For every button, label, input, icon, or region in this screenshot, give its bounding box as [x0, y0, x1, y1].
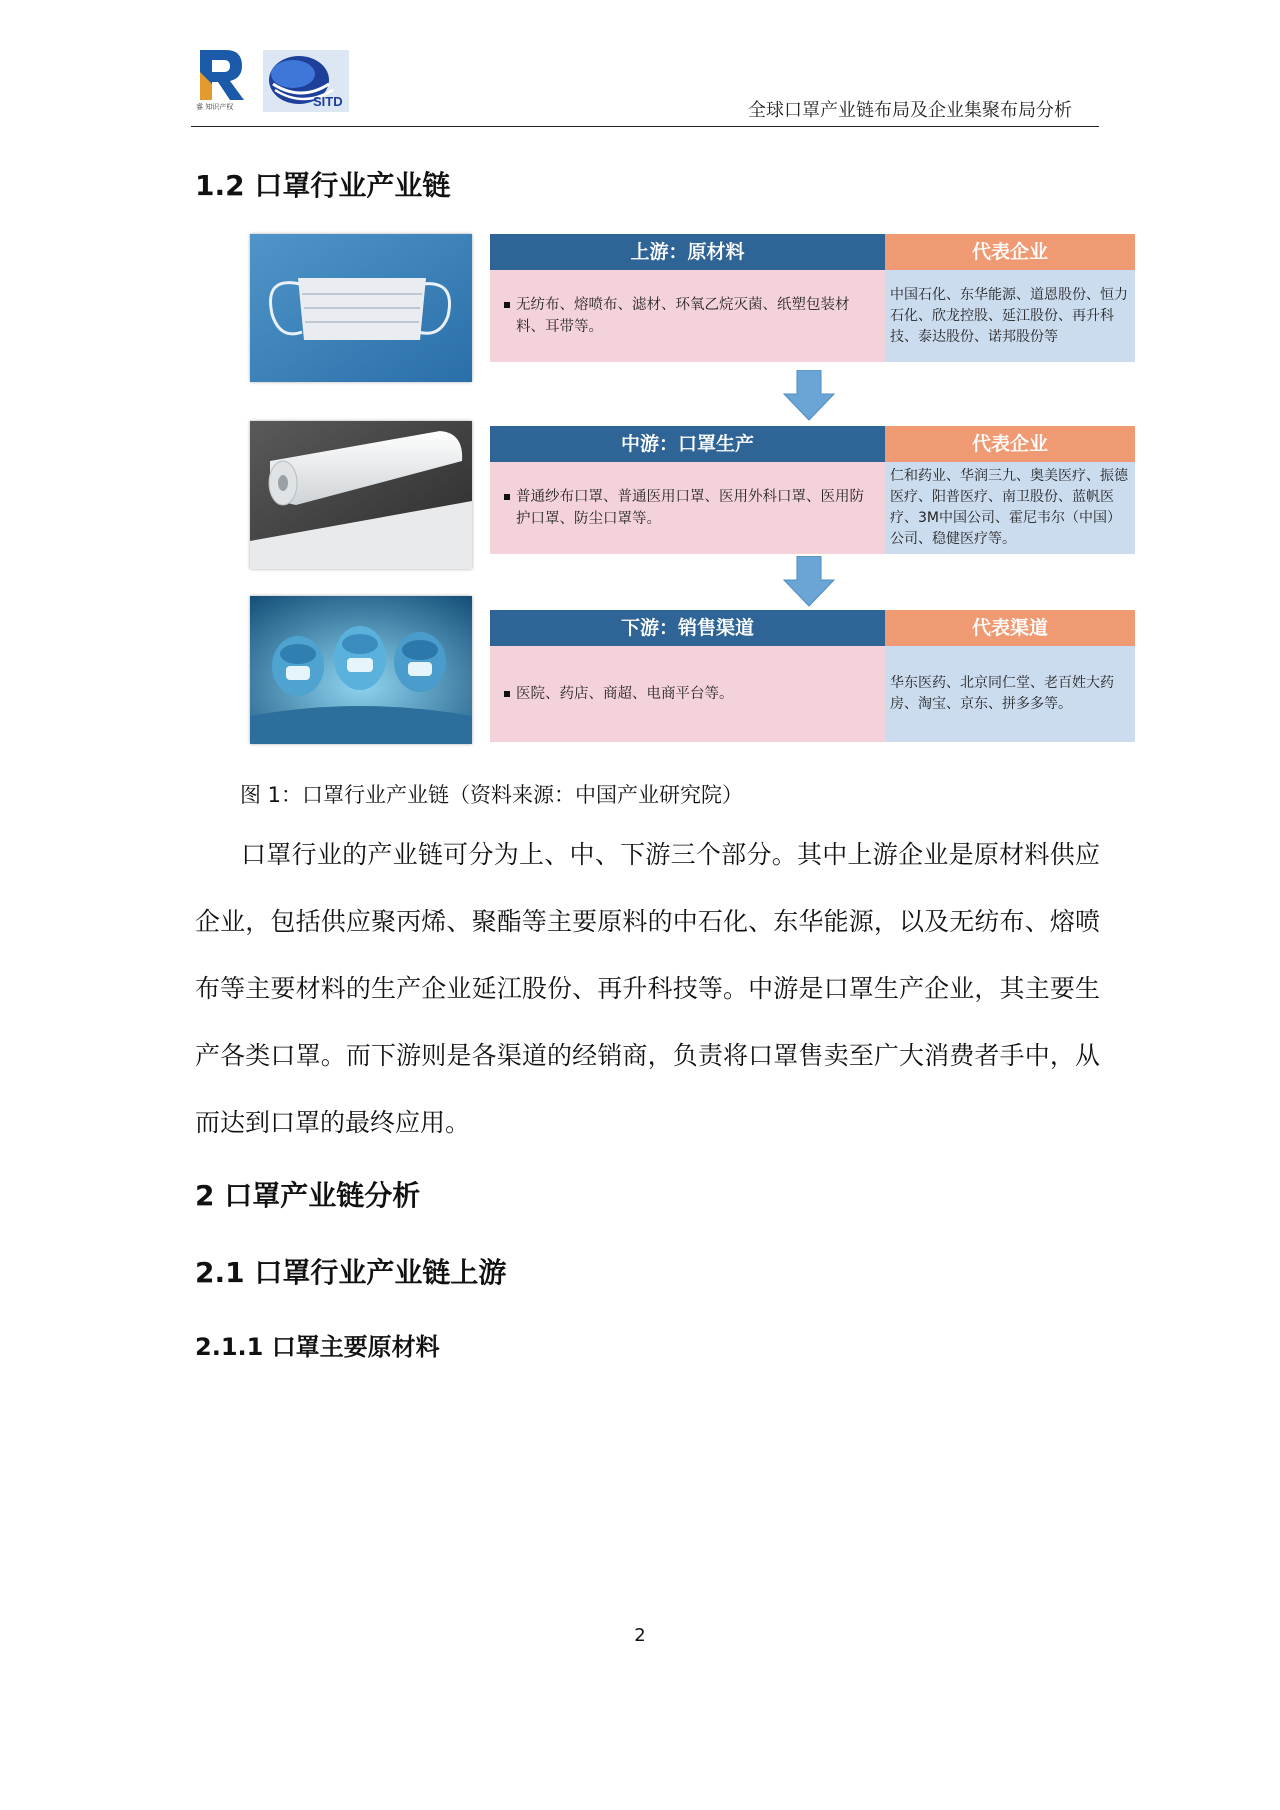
stage-content-text: 普通纱布口罩、普通医用口罩、医用外科口罩、医用防护口罩、防尘口罩等。	[504, 486, 871, 530]
stage-content-text: 无纺布、熔喷布、滤材、环氧乙烷灭菌、纸塑包装材料、耳带等。	[504, 294, 871, 338]
stage-companies-midstream	[885, 462, 1135, 554]
sitd-logo	[263, 50, 349, 112]
rui-ip-logo	[196, 46, 246, 120]
down-arrow-icon	[782, 556, 836, 608]
stage-companies-text: 华东医药、北京同仁堂、老百姓大药房、淘宝、京东、拼多多等。	[890, 675, 1114, 712]
stage-companies-text: 仁和药业、华润三九、奥美医疗、振德医疗、阳普医疗、南卫股份、蓝帆医疗、3M中国公司、霍尼韦尔（中国）公司、稳健医疗等。	[890, 468, 1128, 547]
surgical-mask-photo	[250, 234, 472, 382]
section-heading-2: 2 口罩产业链分析	[195, 1179, 421, 1212]
company-header-midstream: 代表企业	[885, 426, 1135, 462]
paragraph-text: 口罩行业的产业链可分为上、中、下游三个部分。其中上游企业是原材料供应企业，包括供应聚丙烯、聚酯等主要原料的中石化、东华能源，以及无纺布、熔喷布等主要材料的生产企业延江股份、再升科技等。中游是口罩生产企业，其主要生产各类口罩。而下游则是各渠道的经销商，负责将口罩售卖至广大消费者手中，从而达到口罩的最终应用。	[195, 840, 1100, 1137]
page-number: 2	[634, 1625, 646, 1646]
surgeons-in-operating-room-photo	[250, 596, 472, 744]
stage-companies-text: 中国石化、东华能源、道恩股份、恒力石化、欣龙控股、延江股份、再升科技、泰达股份、诺邦股份等	[890, 286, 1128, 345]
stage-companies-upstream	[885, 270, 1135, 362]
stage-content-downstream	[490, 646, 885, 742]
stage-header-midstream: 中游：口罩生产	[490, 426, 885, 462]
section-heading-2-1-1: 2.1.1 口罩主要原材料	[195, 1333, 440, 1361]
section-heading-2-1: 2.1 口罩行业产业链上游	[195, 1256, 507, 1289]
stage-content-midstream	[490, 462, 885, 554]
stage-content-text: 医院、药店、商超、电商平台等。	[504, 683, 734, 705]
header-divider	[191, 126, 1099, 127]
logo-caption: 睿 知识产权	[196, 103, 234, 111]
stage-header-downstream: 下游：销售渠道	[490, 610, 885, 646]
stage-header-upstream: 上游：原材料	[490, 234, 885, 270]
figure-caption: 图 1：口罩行业产业链（资料来源：中国产业研究院）	[240, 783, 744, 807]
company-header-upstream: 代表企业	[885, 234, 1135, 270]
down-arrow-icon	[782, 370, 836, 422]
document-header-title: 全球口罩产业链布局及企业集聚布局分析	[748, 100, 1072, 121]
body-paragraph	[195, 821, 1100, 1156]
company-header-downstream: 代表渠道	[885, 610, 1135, 646]
stage-companies-downstream	[885, 646, 1135, 742]
section-heading-1-2: 1.2 口罩行业产业链	[195, 169, 451, 202]
stage-content-upstream	[490, 270, 885, 362]
sitd-logo-text: SITD	[313, 94, 343, 109]
nonwoven-fabric-roll-photo	[250, 421, 472, 569]
